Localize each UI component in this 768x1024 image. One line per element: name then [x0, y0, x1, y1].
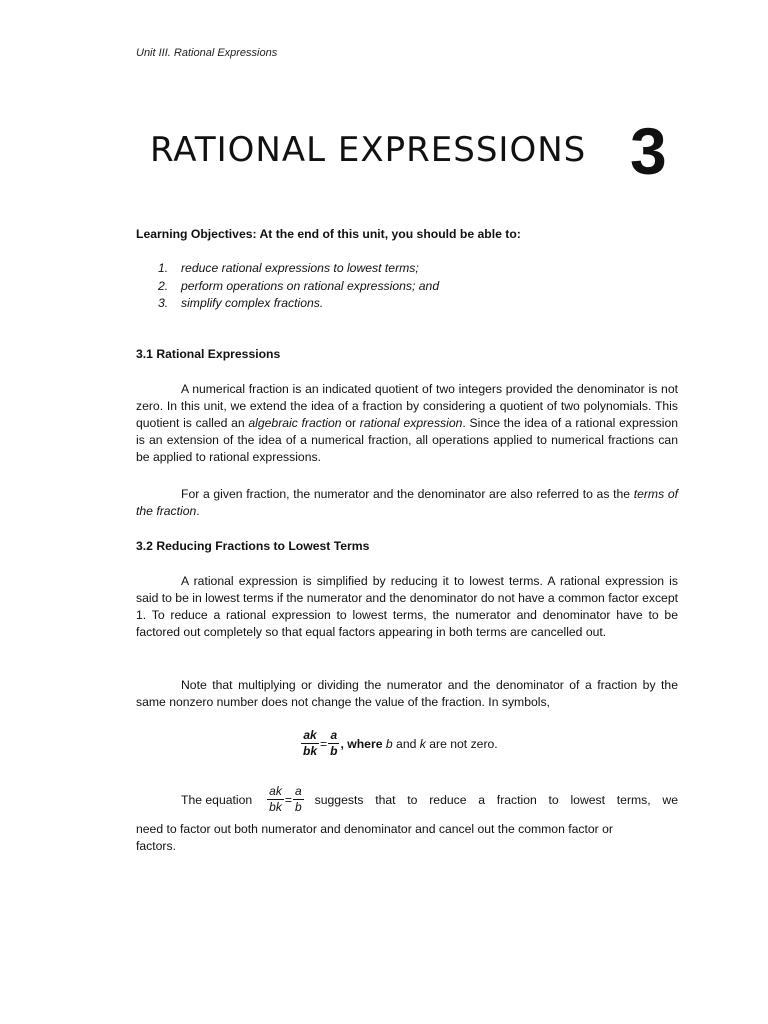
- formula-display: [300, 728, 498, 759]
- equals-sign: =: [284, 792, 292, 807]
- objectives-list: [158, 260, 658, 313]
- fraction-ak-bk: $\frac{ak}{bk}$: [269, 784, 282, 814]
- equation-trailing-text: suggests that to reduce a fraction to lowest terms, we: [314, 792, 678, 807]
- section-heading-3-1: 3.1 Rational Expressions: [136, 347, 281, 361]
- fraction-a-b: $\frac{a}{b}$: [294, 784, 302, 814]
- emphasis: rational expression: [359, 416, 463, 430]
- section-heading-3-2: 3.2 Reducing Fractions to Lowest Terms: [136, 539, 370, 553]
- list-item-text: simplify complex fractions.: [181, 296, 324, 310]
- inline-equation-line: [136, 784, 678, 815]
- chapter-number: 3: [630, 114, 667, 188]
- chapter-title-block: [150, 114, 690, 198]
- paragraph: For a given fraction, the numerator and the denominator are also referred to as the terms of the fraction.: [136, 487, 678, 518]
- list-item-text: perform operations on rational expressions; and: [181, 278, 440, 293]
- paragraph: need to factor out both numerator and denominator and cancel out the common factor or factors.: [136, 822, 613, 853]
- equation-lead-text: The equation: [181, 792, 253, 807]
- objectives-heading: Learning Objectives: At the end of this unit, you should be able to:: [136, 227, 521, 241]
- paragraph: A rational expression is simplified by reducing it to lowest terms. A rational expression is said to be in lowest terms if the numerator and the denominator do not have a common factor except 1. To reduce a rational expression to lowest terms, the numerator and denominator have to be factored out completely so that equal factors appearing in both terms are cancelled out.: [136, 574, 678, 639]
- fraction-ak-bk: $\frac{ak}{bk}$: [303, 728, 318, 758]
- paragraph: Note that multiplying or dividing the numerator and the denominator of a fraction by the same nonzero number does not change the value of the fraction. In symbols,: [136, 678, 678, 709]
- list-item: [158, 295, 658, 313]
- list-item-text: reduce rational expressions to lowest terms;: [181, 261, 419, 275]
- equals-sign: =: [320, 736, 328, 751]
- list-item-number: 2.: [158, 278, 169, 293]
- list-item: [158, 260, 658, 278]
- chapter-title: RATIONAL EXPRESSIONS: [150, 130, 587, 170]
- paragraph: A numerical fraction is an indicated quotient of two integers provided the denominator is not zero. In this unit, we extend the idea of a fraction by considering a quotient of two polynomials. This quotient is called an algebraic fraction or rational expression. Since the idea of a rational expression is an extension of the idea of a numerical fraction, all operations applied to numerical fractions can be applied to rational expressions.: [136, 382, 679, 464]
- list-item-number: 3.: [158, 296, 169, 310]
- list-item-number: 1.: [158, 261, 169, 275]
- emphasis: algebraic fraction: [248, 416, 342, 430]
- emphasis: terms of the fraction: [136, 487, 678, 518]
- fraction-a-b: $\frac{a}{b}$: [330, 728, 338, 758]
- running-header: Unit III. Rational Expressions: [136, 47, 278, 59]
- list-item: [158, 278, 658, 296]
- formula-condition: , where b and k are not zero.: [340, 736, 498, 751]
